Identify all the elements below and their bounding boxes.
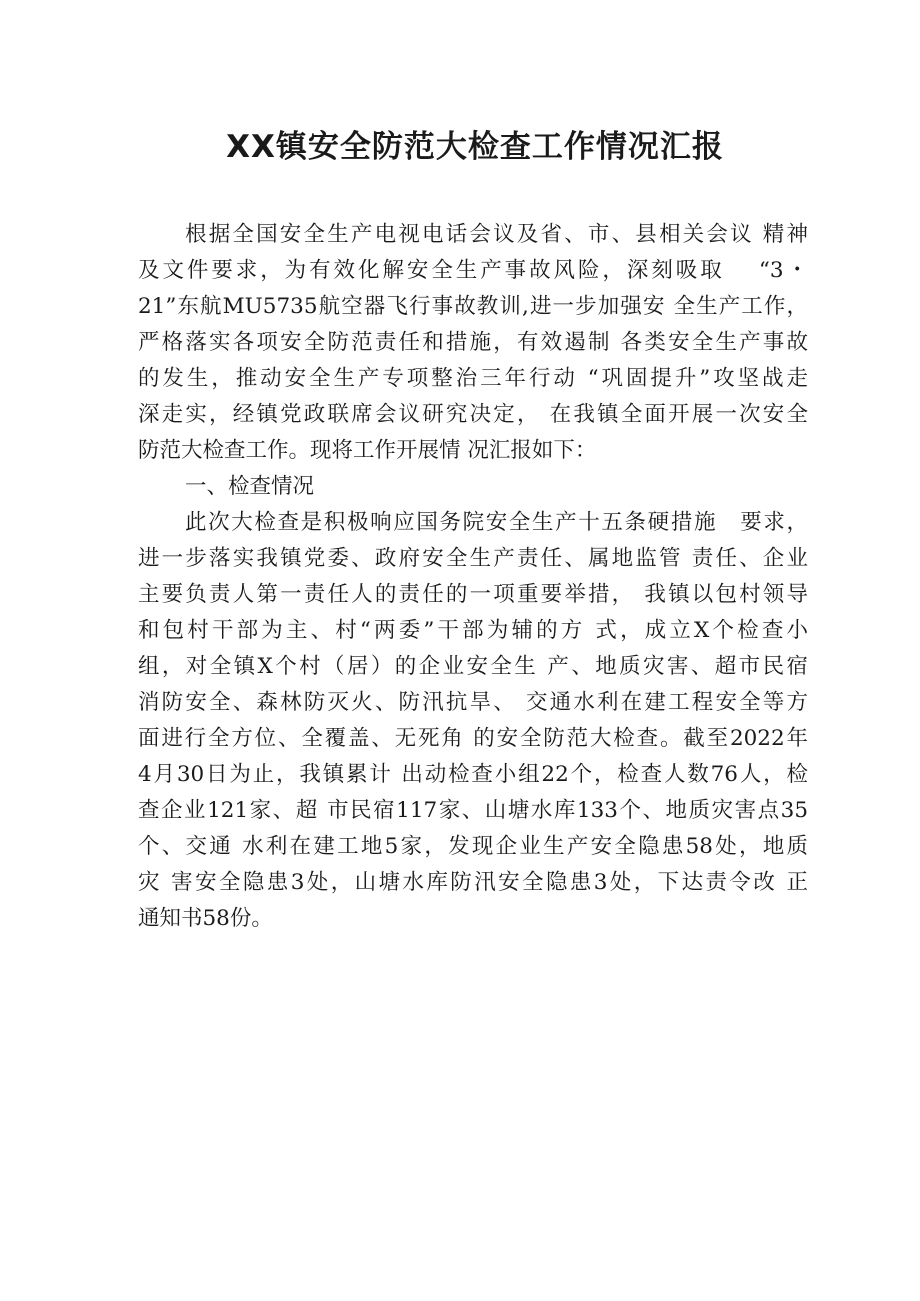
paragraph-line: 此次大检查是积极响应国务院安全生产十五条硬措施 要求， <box>185 510 808 535</box>
paragraph-line: 根据全国安全生产电视电话会议及省、市、县相关会议 精神 <box>185 222 808 247</box>
paragraph-line: 个、交通 水利在建工地5家，发现企业生产安全隐患58处，地质 <box>138 834 808 859</box>
paragraph-line: 进一步落实我镇党委、政府安全生产责任、属地监管 责任、企业 <box>138 546 808 571</box>
paragraph-line: 面进行全方位、全覆盖、无死角 的安全防范大检查。截至2022年 <box>138 726 808 751</box>
paragraph-line: 消防安全、森林防灭火、防汛抗旱、 交通水利在建工程安全等方 <box>138 690 808 715</box>
paragraph-line: 查企业121家、超 市民宿117家、山塘水库133个、地质灾害点35 <box>138 798 808 823</box>
paragraph-line: 防范大检查工作。现将工作开展情 况汇报如下： <box>138 438 597 463</box>
paragraph-line: 的发生，推动安全生产专项整治三年行动 “巩固提升”攻坚战走 <box>138 366 808 391</box>
paragraph-inspection <box>138 505 808 937</box>
paragraph-line: 21”东航MU5735航空器飞行事故教训,进一步加强安 全生产工作， <box>138 294 808 319</box>
paragraph-line: 及文件要求，为有效化解安全生产事故风险，深刻吸取 “3・ <box>138 258 808 283</box>
paragraph-line: 深走实，经镇党政联席会议研究决定， 在我镇全面开展一次安全 <box>138 402 808 427</box>
paragraph-line: 和包村干部为主、村“两委”干部为辅的方 式，成立X个检查小 <box>138 618 808 643</box>
paragraph-line: 组，对全镇X个村（居）的企业安全生 产、地质灾害、超市民宿 <box>138 654 808 679</box>
paragraph-line: 主要负责人第一责任人的责任的一项重要举措， 我镇以包村领导 <box>138 582 808 607</box>
paragraph-line: 灾 害安全隐患3处，山塘水库防汛安全隐患3处，下达责令改 正 <box>138 870 808 895</box>
document-body <box>138 217 808 937</box>
paragraph-line: 严格落实各项安全防范责任和措施，有效遏制 各类安全生产事故 <box>138 330 808 355</box>
paragraph-intro <box>138 217 808 469</box>
paragraph-line: 通知书58份。 <box>138 906 273 931</box>
document-title: XX镇安全防范大检查工作情况汇报 <box>226 129 724 165</box>
section-heading: 一、检查情况 <box>185 474 315 499</box>
paragraph-line: 4月30日为止，我镇累计 出动检查小组22个，检查人数76人，检 <box>138 762 808 787</box>
